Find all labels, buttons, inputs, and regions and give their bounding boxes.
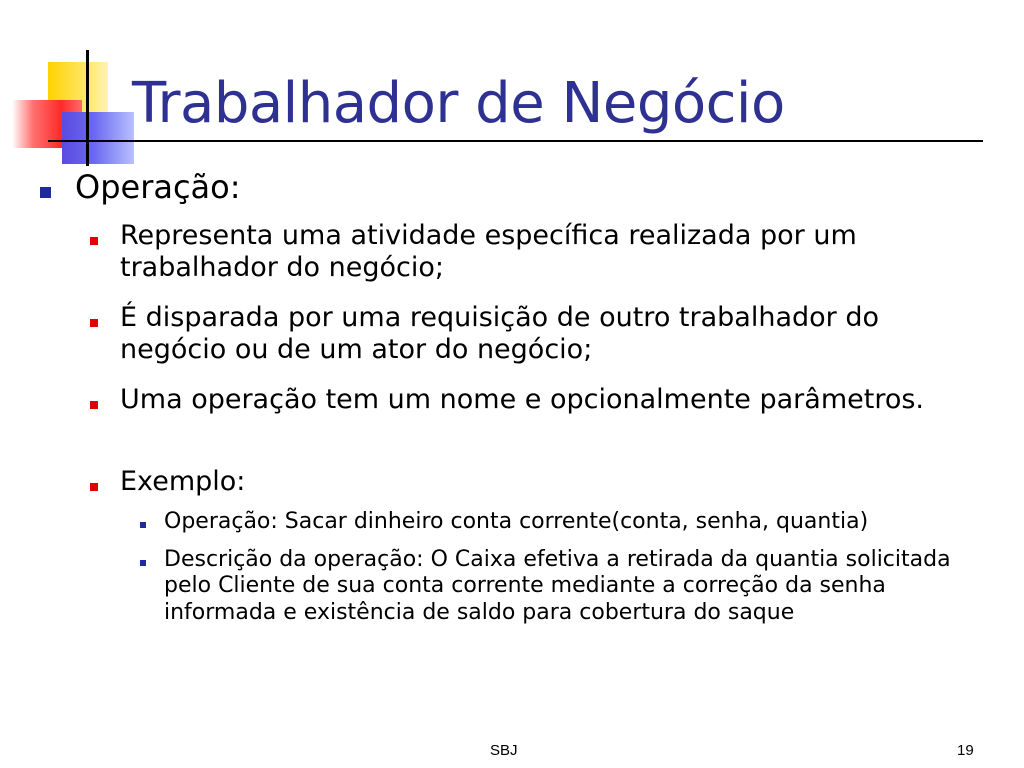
sub-bullet-text: Exemplo: xyxy=(120,466,246,497)
sub-bullet-text: É disparada por uma requisição de outro trabalhador do negócio ou de um ator do negócio; xyxy=(120,302,879,366)
page-number: 19 xyxy=(957,742,974,759)
sub-bullet-text: Uma operação tem um nome e opcionalmente parâmetros. xyxy=(120,384,924,415)
example-text: Descrição da operação: O Caixa efetiva a retirada da quantia solicitada pelo Cliente de sua conta corrente mediante a correção da senha informada e existência de saldo para cobertura do saque xyxy=(164,547,951,625)
bullet-text: Operação: xyxy=(75,168,241,206)
bullet-square-icon xyxy=(40,187,51,198)
slide-title: Trabalhador de Negócio xyxy=(132,71,785,136)
bullet-square-icon xyxy=(90,401,98,409)
bullet-square-icon xyxy=(90,319,98,327)
bullet-square-icon xyxy=(140,560,146,566)
footer-label: SBJ xyxy=(490,742,518,759)
example-text: Operação: Sacar dinheiro conta corrente(conta, senha, quantia) xyxy=(164,509,869,534)
bullet-square-icon xyxy=(90,237,98,245)
sub-bullet-text: Representa uma atividade específica realizada por um trabalhador do negócio; xyxy=(120,220,857,284)
bullet-square-icon xyxy=(140,522,146,528)
bullet-square-icon xyxy=(90,483,98,491)
